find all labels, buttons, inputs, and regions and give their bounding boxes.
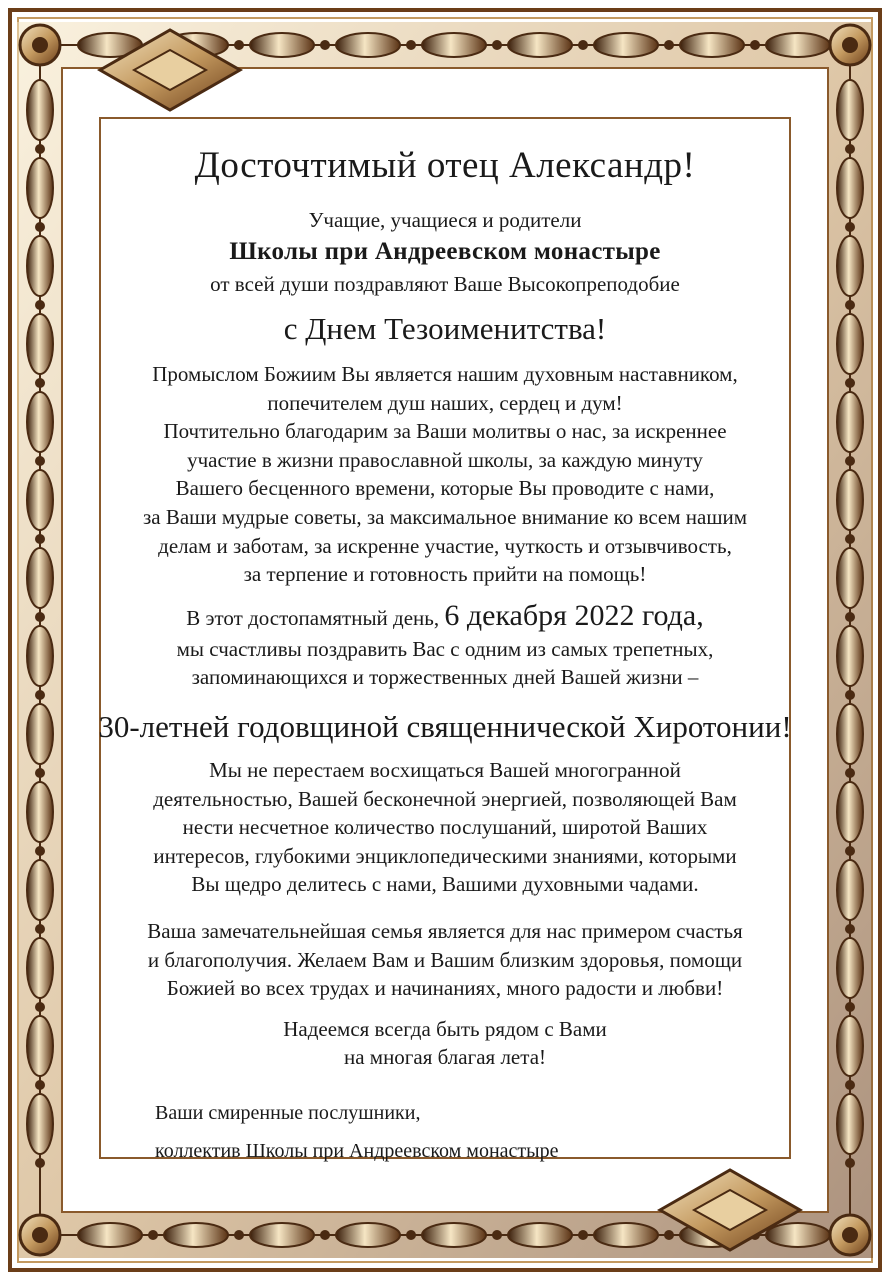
frame-bead: [422, 33, 486, 57]
frame-bead: [27, 314, 53, 374]
frame-bead: [837, 470, 863, 530]
paragraph-line: мы счастливы поздравить Вас с одним из самых трепетных,: [176, 636, 714, 661]
frame-bead: [594, 1223, 658, 1247]
corner-rosette-center: [842, 37, 858, 53]
frame-bead: [837, 782, 863, 842]
intro-line: Учащие, учащиеся и родители: [308, 208, 582, 232]
frame-bead: [837, 392, 863, 452]
paragraph-line: Мы не перестаем восхищаться Вашей многогранной: [209, 757, 681, 782]
frame-knot: [578, 40, 588, 50]
anniversary-heading: 30-летней годовщиной священнической Хиротонии!: [98, 708, 792, 744]
signature-block: [85, 1094, 805, 1170]
frame-bead: [508, 33, 572, 57]
frame-bead: [78, 1223, 142, 1247]
frame-bead: [837, 704, 863, 764]
frame-bead: [27, 938, 53, 998]
frame-bead: [27, 548, 53, 608]
frame-bead: [27, 80, 53, 140]
frame-knot: [845, 768, 855, 778]
frame-knot: [845, 1158, 855, 1168]
frame-bead: [837, 938, 863, 998]
frame-knot: [845, 222, 855, 232]
frame-knot: [845, 300, 855, 310]
frame-knot: [35, 690, 45, 700]
frame-bead: [250, 33, 314, 57]
paragraph-line: за терпение и готовность прийти на помощь!: [243, 562, 647, 587]
school-name: Школы при Андреевском монастыре: [229, 238, 661, 265]
frame-knot: [845, 534, 855, 544]
paragraph-line: интересов, глубокими энциклопедическими знаниями, которыми: [153, 843, 737, 868]
frame-bead: [837, 626, 863, 686]
paragraph-line: и благополучия. Желаем Вам и Вашим близким здоровья, помощи: [147, 947, 743, 972]
paragraph-line: Промыслом Божиим Вы является нашим духовным наставником,: [152, 362, 738, 386]
date-prefix: В этот достопамятный день,: [186, 605, 440, 630]
frame-bead: [336, 1223, 400, 1247]
frame-bead: [422, 1223, 486, 1247]
frame-knot: [35, 456, 45, 466]
date-value: 6 декабря 2022 года,: [444, 598, 704, 632]
paragraph-admiration: [85, 756, 805, 899]
frame-knot: [234, 1230, 244, 1240]
frame-bead: [27, 392, 53, 452]
paragraph-line: Почтительно благодарим за Ваши молитвы о нас, за искреннее: [163, 419, 727, 444]
frame-knot: [148, 1230, 158, 1240]
frame-bead: [837, 1016, 863, 1076]
frame-bead: [837, 860, 863, 920]
frame-bead: [837, 236, 863, 296]
frame-bead: [594, 33, 658, 57]
frame-knot: [35, 924, 45, 934]
frame-bead: [336, 33, 400, 57]
frame-knot: [845, 690, 855, 700]
frame-knot: [35, 768, 45, 778]
frame-knot: [845, 144, 855, 154]
frame-knot: [845, 456, 855, 466]
frame-knot: [35, 222, 45, 232]
paragraph-line: участие в жизни православной школы, за каждую минуту: [187, 447, 703, 472]
frame-knot: [845, 1002, 855, 1012]
name-day-heading: с Днем Тезоименитства!: [283, 311, 607, 346]
frame-bead: [27, 470, 53, 530]
letter-title: Досточтимый отец Александр!: [194, 145, 696, 186]
paragraph-line: на многая благая лета!: [343, 1045, 547, 1070]
frame-bead: [27, 782, 53, 842]
paragraph-line: попечителем душ наших, сердец и дум!: [267, 390, 623, 415]
paragraph-line: Вы щедро делитесь с нами, Вашими духовными чадами.: [191, 872, 699, 897]
frame-knot: [35, 1158, 45, 1168]
frame-knot: [406, 40, 416, 50]
signature-line: коллектив Школы при Андреевском монастыре: [155, 1139, 559, 1162]
date-line: [85, 599, 805, 635]
frame-bead: [837, 314, 863, 374]
frame-bead: [27, 236, 53, 296]
frame-knot: [845, 378, 855, 388]
frame-knot: [845, 612, 855, 622]
frame-knot: [35, 534, 45, 544]
paragraph-line: за Ваши мудрые советы, за максимальное внимание ко всем нашим: [142, 504, 748, 529]
frame-knot: [35, 378, 45, 388]
frame-knot: [578, 1230, 588, 1240]
corner-rosette-center: [32, 37, 48, 53]
paragraph-line: Божией во всех трудах и начинаниях, много радости и любви!: [166, 976, 724, 1001]
frame-knot: [845, 1080, 855, 1090]
frame-knot: [35, 300, 45, 310]
frame-knot: [845, 924, 855, 934]
corner-rosette-center: [842, 1227, 858, 1243]
paragraph-line: запоминающихся и торжественных дней Вашей жизни –: [191, 665, 699, 690]
frame-bead: [837, 158, 863, 218]
paragraph-line: делам и заботам, за искренне участие, чуткость и отзывчивость,: [158, 533, 732, 558]
frame-knot: [35, 846, 45, 856]
paragraph-gratitude: [85, 360, 805, 589]
frame-knot: [492, 40, 502, 50]
frame-bead: [27, 626, 53, 686]
paragraph-line: деятельностью, Вашей бесконечной энергией, позволяющей Вам: [153, 786, 737, 811]
frame-bead: [250, 1223, 314, 1247]
frame-knot: [845, 846, 855, 856]
paragraph-wishes: [85, 917, 805, 1003]
frame-bead: [27, 1016, 53, 1076]
paragraph-closing: [85, 1015, 805, 1072]
frame-bead: [766, 33, 830, 57]
frame-knot: [35, 144, 45, 154]
frame-bead: [164, 1223, 228, 1247]
frame-knot: [406, 1230, 416, 1240]
frame-bead: [680, 33, 744, 57]
frame-knot: [35, 1080, 45, 1090]
frame-knot: [320, 1230, 330, 1240]
frame-bead: [27, 704, 53, 764]
frame-bead: [837, 548, 863, 608]
paragraph-line: Вашего бесценного времени, которые Вы проводите с нами,: [175, 476, 715, 501]
frame-knot: [664, 40, 674, 50]
frame-knot: [35, 1002, 45, 1012]
frame-bead: [837, 80, 863, 140]
frame-knot: [664, 1230, 674, 1240]
intro-line: от всей души поздравляют Ваше Высокопреподобие: [210, 272, 680, 296]
paragraph-line: нести несчетное количество послушаний, широтой Ваших: [182, 815, 708, 840]
frame-bead: [27, 1094, 53, 1154]
paragraph-line: Ваша замечательнейшая семья является для нас примером счастья: [147, 918, 743, 943]
frame-knot: [234, 40, 244, 50]
corner-rosette-center: [32, 1227, 48, 1243]
paragraph-line: Надеемся всегда быть рядом с Вами: [283, 1016, 607, 1041]
frame-bead: [766, 1223, 830, 1247]
frame-knot: [750, 40, 760, 50]
frame-bead: [508, 1223, 572, 1247]
signature-line: Ваши смиренные послушники,: [155, 1101, 421, 1124]
frame-knot: [35, 612, 45, 622]
frame-bead: [837, 1094, 863, 1154]
frame-knot: [492, 1230, 502, 1240]
frame-bead: [27, 860, 53, 920]
frame-bead: [27, 158, 53, 218]
frame-knot: [320, 40, 330, 50]
letter-body: [85, 140, 805, 1170]
